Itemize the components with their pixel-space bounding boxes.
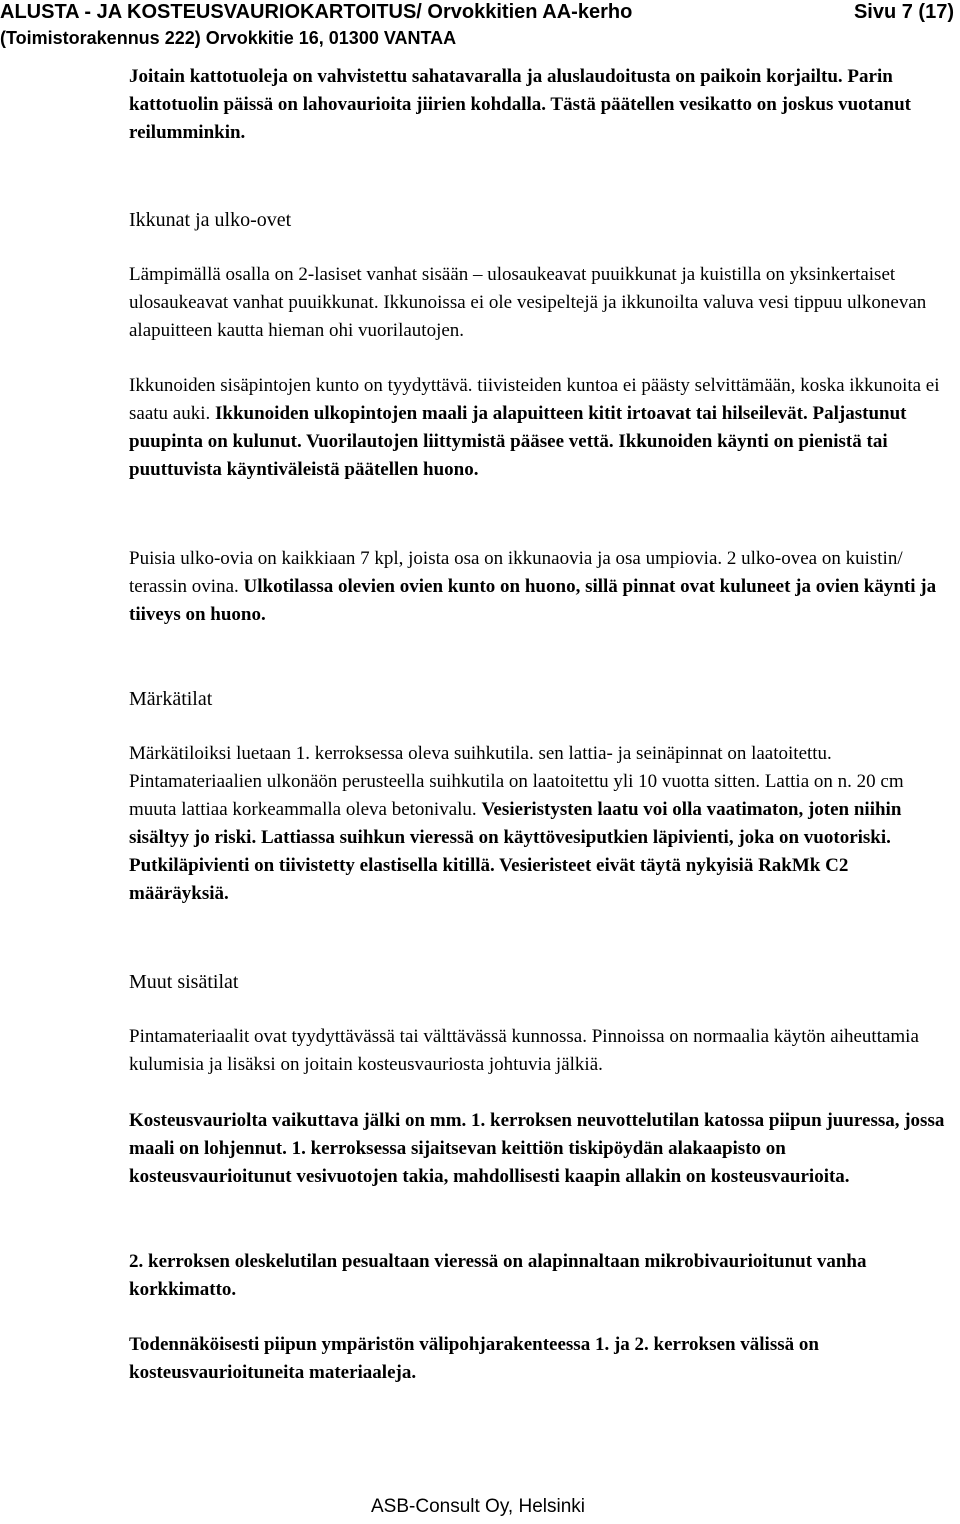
report-address: (Toimistorakennus 222) Orvokkitie 16, 01300 VANTAA <box>0 28 457 48</box>
other-rooms-paragraph-2-bold: Kosteusvauriolta vaikuttava jälki on mm. 1. kerroksen neuvottelutilan katossa piipun juuressa, jossa maali on lohjennut. 1. kerroksessa sijaitsevan keittiön tiskipöydän alakaapisto on kosteusvaurioitunut vesivuotojen takia, mahdollisesti kaapin allakin on kosteusvaurioita. <box>129 1110 945 1187</box>
windows-paragraph-1 <box>129 261 949 345</box>
wet-rooms-paragraph-1 <box>129 740 949 908</box>
page-footer <box>0 1495 960 1519</box>
windows-paragraph-1-text: Lämpimällä osalla on 2-lasiset vanhat sisään – ulosaukeavat puuikkunat ja kuistilla on yksinkertaiset ulosaukeavat vanhat puuikkunat. Ikkunoissa ei ole vesipeltejä ja ikkunoilta valuva vesi tippuu ulkonevan alapuitteen kautta hieman ohi vuorilautojen. <box>129 264 927 341</box>
other-rooms-paragraph-4 <box>129 1331 949 1387</box>
windows-paragraph-3 <box>129 545 949 629</box>
wet-rooms-paragraph-1-bold: Vesieristysten laatu voi olla vaatimaton, joten niihin sisältyy jo riski. Lattiassa suihkun vieressä on käyttövesiputkien läpivienti, joka on vuotoriski. Putkiläpivienti on tiivistetty elastisella kitillä. Vesieristeet eivät täytä nykyisiä RakMk C2 määräyksiä. <box>129 799 902 904</box>
other-rooms-paragraph-2 <box>129 1107 949 1191</box>
other-rooms-paragraph-3 <box>129 1248 949 1304</box>
windows-paragraph-3-normal: Puisia ulko-ovia on kaikkiaan 7 kpl, joista osa on ikkunaovia ja osa umpiovia. 2 ulko-ovea on kuistin/ terassin ovina. <box>129 548 903 597</box>
windows-paragraph-2 <box>129 372 949 484</box>
other-rooms-paragraph-1-text: Pintamateriaalit ovat tyydyttävässä tai välttävässä kunnossa. Pinnoissa on normaalia käytön aiheuttamia kulumisia ja lisäksi on joitain kosteusvauriosta johtuvia jälkiä. <box>129 1026 919 1075</box>
wet-rooms-paragraph-1-normal: Märkätiloiksi luetaan 1. kerroksessa oleva suihkutila. sen lattia- ja seinäpinnat on laatoitettu. Pintamateriaalien ulkonäön perusteella suihkutila on laatoitettu yli 10 vuotta sitten. Lattia on n. 20 cm muuta lattiaa korkeammalla oleva betonivalu. <box>129 743 904 820</box>
footer-company: ASB-Consult Oy, Helsinki <box>371 1496 585 1517</box>
other-rooms-paragraph-1 <box>129 1023 949 1079</box>
intro-bold-text: Joitain kattotuoleja on vahvistettu sahatavaralla ja aluslaudoitusta on paikoin korjailtu. Parin kattotuolin päissä on lahovaurioita jiirien kohdalla. Tästä päätellen vesikatto on joskus vuotanut reilumminkin. <box>129 66 911 143</box>
other-rooms-paragraph-3-bold: 2. kerroksen oleskelutilan pesualtaan vieressä on alapinnaltaan mikrobivaurioitunut vanha korkkimatto. <box>129 1251 867 1300</box>
section-heading-windows: Ikkunat ja ulko-ovet <box>129 209 292 231</box>
section-heading-wet-rooms: Märkätilat <box>129 688 213 710</box>
windows-paragraph-2-bold: Ikkunoiden ulkopintojen maali ja alapuitteen kitit irtoavat tai hilseilevät. Paljastunut puupinta on kulunut. Vuorilautojen liittymistä pääsee vettä. Ikkunoiden käynti on pienistä tai puuttuvista käyntiväleistä päätellen huono. <box>129 403 907 480</box>
report-title: ALUSTA - JA KOSTEUSVAURIOKARTOITUS/ Orvokkitien AA-kerho <box>0 1 633 23</box>
windows-paragraph-3-bold: Ulkotilassa olevien ovien kunto on huono, sillä pinnat ovat kuluneet ja ovien käynti ja tiiveys on huono. <box>129 576 937 625</box>
page-number: Sivu 7 (17) <box>853 1 954 23</box>
intro-paragraph <box>129 63 949 147</box>
other-rooms-paragraph-4-bold: Todennäköisesti piipun ympäristön välipohjarakenteessa 1. ja 2. kerroksen välissä on kosteusvaurioituneita materiaaleja. <box>129 1334 819 1383</box>
windows-paragraph-2-normal: Ikkunoiden sisäpintojen kunto on tyydyttävä. tiivisteiden kuntoa ei päästy selvittämään, koska ikkunoita ei saatu auki. <box>129 375 940 424</box>
section-heading-other-rooms: Muut sisätilat <box>129 971 239 993</box>
